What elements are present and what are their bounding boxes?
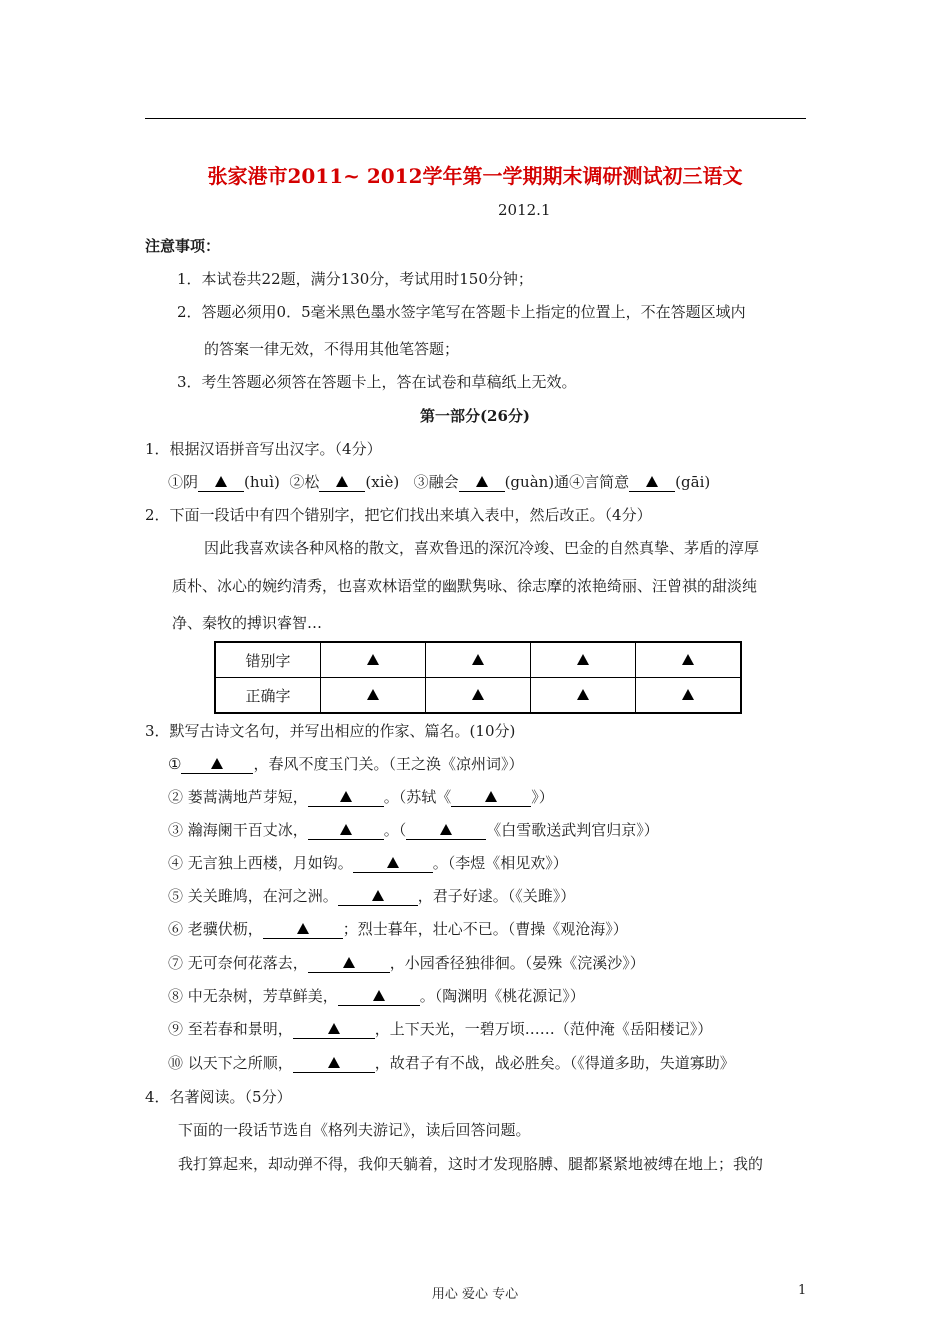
page-title: 张家港市2011~ 2012学年第一学期期末调研测试初三语文 [207,164,743,188]
triangle-icon [367,654,379,665]
table-row-label: 正确字 [215,678,321,714]
table-row-label: 错别字 [215,642,321,678]
line-text: ⑤ 关关雎鸠，在河之洲。 [168,887,338,905]
q3-line-2 [168,786,554,807]
fill-blank[interactable] [293,1055,375,1073]
q1-item2-prefix: ②松 [289,473,320,491]
answer-cell[interactable] [531,642,636,678]
answer-cell[interactable] [321,678,426,714]
fill-blank[interactable] [308,789,384,807]
line-text: ，故君子有不战，战必胜矣。（《得道多助，失道寡助》 [374,1054,735,1072]
fill-blank[interactable] [293,1021,375,1039]
line-text: ⑥ 老骥伏枥， [168,920,263,938]
q3-line-8 [168,985,585,1006]
line-text: 》） [531,788,554,806]
triangle-icon [472,654,484,665]
triangle-icon [373,990,385,1001]
q1-item4-prefix: ④言简意 [569,473,630,491]
q4-passage: 我打算起来，却动弹不得，我仰天躺着，这时才发现胳膊、腿都紧紧地被缚在地上；我的 [178,1155,764,1173]
line-text: ④ 无言独上西楼，月如钩。 [168,854,353,872]
q1-blank-1[interactable] [198,474,244,492]
fill-blank[interactable] [308,822,384,840]
q2-paragraph-line-3: 净、秦牧的搏识睿智… [172,614,323,632]
line-text: ③ 瀚海阑干百丈冰， [168,821,308,839]
correction-table [214,641,742,714]
notice-heading: 注意事项： [145,237,221,255]
line-text: ，春风不度玉门关。（王之涣《凉州词》） [253,755,524,773]
triangle-icon [340,824,352,835]
line-text: ⑨ 至若春和景明， [168,1020,293,1038]
q2-paragraph-line-1: 因此我喜欢读各种风格的散文，喜欢鲁迅的深沉冷竣、巴金的自然真挚、茅盾的淳厚 [204,539,760,557]
fill-blank[interactable] [338,888,418,906]
triangle-icon [343,957,355,968]
q1-items [168,471,710,492]
fill-blank[interactable] [406,822,486,840]
q3-line-9 [168,1018,712,1039]
q2-paragraph-line-2: 质朴、冰心的婉约清秀，也喜欢林语堂的幽默隽咏、徐志摩的浓艳绮丽、汪曾祺的甜淡纯 [172,577,758,595]
triangle-icon [336,476,348,487]
header-rule [145,118,806,119]
triangle-icon [372,890,384,901]
line-text: 。（李煜《相见欢》） [432,854,568,872]
triangle-icon [682,654,694,665]
triangle-icon [340,791,352,802]
triangle-icon [472,689,484,700]
q4-stem: 4．名著阅读。（5分） [145,1088,292,1106]
triangle-icon [577,654,589,665]
exam-date: 2012.1 [498,201,551,219]
page-number: 1 [798,1283,807,1298]
line-text: ，上下天光，一碧万顷……（范仲淹《岳阳楼记》） [374,1020,713,1038]
triangle-icon [577,689,589,700]
q1-item1-pinyin: (huì) [244,473,280,491]
notice-item-2a: 2．答题必须用0．5毫米黑色墨水签字笔写在答题卡上指定的位置上，不在答题区域内 [177,303,746,321]
line-text: 《白雪歌送武判官归京》） [486,821,659,839]
triangle-icon [682,689,694,700]
table-row [215,642,741,678]
q1-stem: 1．根据汉语拼音写出汉字。（4分） [145,440,382,458]
fill-blank[interactable] [308,955,390,973]
triangle-icon [215,476,227,487]
q3-line-1 [168,753,523,774]
line-text: ⑦ 无可奈何花落去， [168,954,308,972]
fill-blank[interactable] [451,789,531,807]
q3-line-10 [168,1052,735,1073]
q3-stem: 3．默写古诗文名句，并写出相应的作家、篇名。(10分) [145,722,516,740]
line-text: ⑧ 中无杂树，芳草鲜美， [168,987,338,1005]
q1-item2-pinyin: (xiè) [365,473,400,491]
q3-line-4 [168,852,568,873]
notice-item-3: 3．考生答题必须答在答题卡上，答在试卷和草稿纸上无效。 [177,373,577,391]
answer-cell[interactable] [636,642,742,678]
triangle-icon [328,1023,340,1034]
fill-blank[interactable] [338,988,420,1006]
q1-blank-3[interactable] [459,474,505,492]
line-text: ；烈士暮年，壮心不已。（曹操《观沧海》） [342,920,628,938]
triangle-icon [297,923,309,934]
line-text: 。（苏轼《 [383,788,452,806]
q1-item3-pinyin: (guàn)通 [504,473,570,491]
fill-blank[interactable] [353,855,433,873]
line-text: ⑩ 以天下之所顺， [168,1054,293,1072]
triangle-icon [476,476,488,487]
answer-cell[interactable] [426,642,531,678]
answer-cell[interactable] [636,678,742,714]
answer-cell[interactable] [321,642,426,678]
triangle-icon [485,791,497,802]
line-text: 。（陶渊明《桃花源记》） [419,987,585,1005]
q3-line-6 [168,918,628,939]
line-text: ② 蒌蒿满地芦芽短， [168,788,308,806]
triangle-icon [367,689,379,700]
notice-item-1: 1．本试卷共22题，满分130分，考试用时150分钟； [177,270,533,288]
line-text: 。（ [383,821,407,839]
q2-stem: 2．下面一段话中有四个错别字，把它们找出来填入表中，然后改正。（4分） [145,506,652,524]
part1-heading: 第一部分(26分) [419,407,531,425]
q3-line-5 [168,885,575,906]
notice-item-2b: 的答案一律无效，不得用其他笔答题； [204,340,460,358]
q1-item4-pinyin: (gāi) [675,473,711,491]
fill-blank[interactable] [263,921,343,939]
q1-blank-2[interactable] [319,474,365,492]
q1-item3-prefix: ③融会 [413,473,459,491]
answer-cell[interactable] [426,678,531,714]
triangle-icon [211,758,223,769]
q1-blank-4[interactable] [629,474,675,492]
triangle-icon [387,857,399,868]
triangle-icon [328,1057,340,1068]
answer-cell[interactable] [531,678,636,714]
triangle-icon [440,824,452,835]
q3-line-7 [168,952,645,973]
fill-blank[interactable] [181,756,253,774]
line-text: ，小园香径独徘徊。（晏殊《浣溪沙》） [389,954,645,972]
q3-line-3 [168,819,659,840]
triangle-icon [646,476,658,487]
line-prefix: ① [168,755,182,773]
table-row [215,678,741,714]
line-text: ，君子好逑。（《关雎》） [417,887,576,905]
q4-intro: 下面的一段话节选自《格列夫游记》，读后回答问题。 [178,1121,531,1139]
q1-item1-prefix: ①阴 [168,473,199,491]
footer-motto: 用心 爱心 专心 [431,1287,519,1302]
